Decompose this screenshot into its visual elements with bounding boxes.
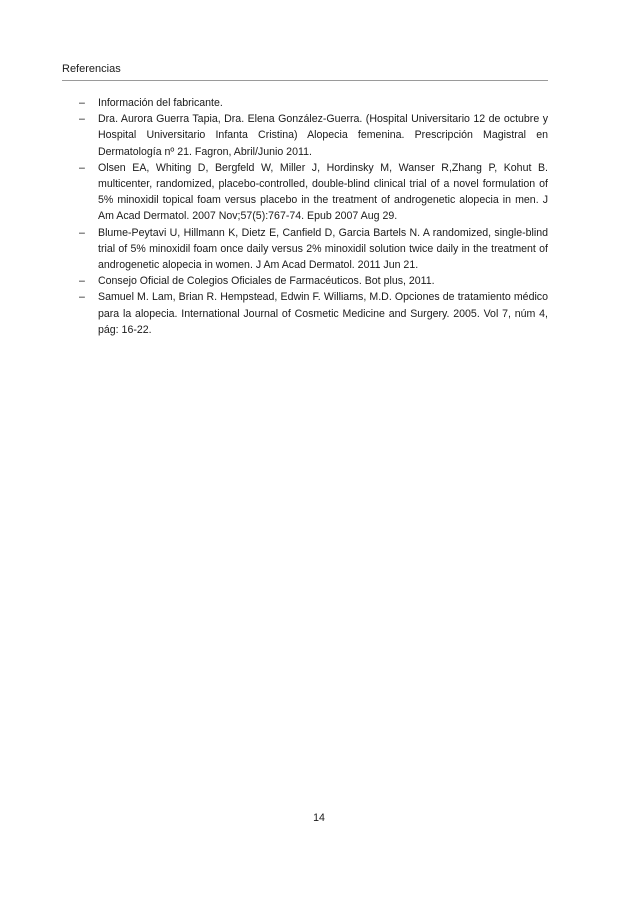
reference-item xyxy=(62,95,548,111)
reference-item xyxy=(62,273,548,289)
dash-bullet-icon: – xyxy=(79,97,85,109)
reference-text: Olsen EA, Whiting D, Bergfeld W, Miller J, Hordinsky M, Wanser R,Zhang P, Kohut B. multicenter, randomized, placebo-controlled, double-blind clinical trial of a novel formulation of 5% minoxidil topical foam versus placebo in the treatment of androgenetic alopecia in men. J Am Acad Dermatol. 2007 Nov;57(5):767-74. Epub 2007 Aug 29. xyxy=(98,161,548,223)
page-number: 14 xyxy=(313,812,325,824)
page-header xyxy=(62,62,548,81)
reference-text: Consejo Oficial de Colegios Oficiales de Farmacéuticos. Bot plus, 2011. xyxy=(98,275,435,288)
reference-list xyxy=(62,95,548,338)
reference-text: Samuel M. Lam, Brian R. Hempstead, Edwin F. Williams, M.D. Opciones de tratamiento médico para la alopecia. International Journal of Cosmetic Medicine and Surgery. 2005. Vol 7, núm 4, pág: 16-22. xyxy=(98,291,548,336)
dash-bullet-icon: – xyxy=(79,113,85,126)
reference-text: Información del fabricante. xyxy=(98,97,223,109)
section-title: Referencias xyxy=(62,63,121,75)
dash-bullet-icon: – xyxy=(79,226,85,239)
reference-text: Dra. Aurora Guerra Tapia, Dra. Elena González-Guerra. (Hospital Universitario 12 de octubre y Hospital Universitario Infanta Cristina) Alopecia femenina. Prescripción Magistral en Dermatología nº 21. Fagron, Abril/Junio 2011. xyxy=(98,113,548,158)
reference-item xyxy=(62,160,548,225)
reference-item xyxy=(62,225,548,274)
reference-item xyxy=(62,289,548,338)
dash-bullet-icon: – xyxy=(79,291,85,304)
reference-text: Blume-Peytavi U, Hillmann K, Dietz E, Canfield D, Garcia Bartels N. A randomized, single-blind trial of 5% minoxidil foam once daily versus 2% minoxidil solution twice daily in the treatment of androgenetic alopecia in women. J Am Acad Dermatol. 2011 Jun 21. xyxy=(98,226,548,272)
reference-item xyxy=(62,111,548,160)
dash-bullet-icon: – xyxy=(79,275,85,288)
dash-bullet-icon: – xyxy=(79,161,85,174)
